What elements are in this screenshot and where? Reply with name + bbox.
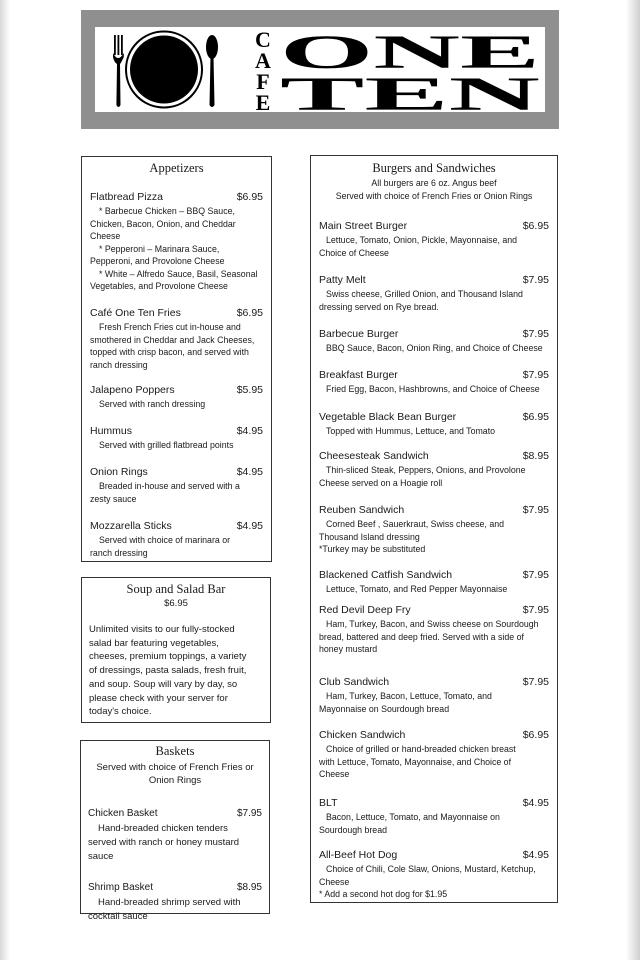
description-line: * Barbecue Chicken – BBQ Sauce, xyxy=(99,206,235,216)
item-name: Reuben Sandwich xyxy=(319,504,405,516)
menu-item xyxy=(319,410,549,438)
baskets-title: Baskets xyxy=(155,744,195,758)
logo-word-one: ONE xyxy=(280,27,540,79)
item-name: Main Street Burger xyxy=(319,220,408,232)
description-line: Bacon, Lettuce, Tomato, and Mayonnaise on xyxy=(326,812,500,822)
item-description xyxy=(319,288,549,313)
description-line: BBQ Sauce, Bacon, Onion Ring, and Choice of Cheese xyxy=(326,343,543,353)
item-description xyxy=(319,342,549,355)
menu-item xyxy=(319,603,549,656)
item-price: $6.95 xyxy=(522,411,549,423)
description-line: Served with grilled flatbread points xyxy=(99,440,234,450)
menu-item xyxy=(319,219,549,259)
menu-item xyxy=(90,424,263,452)
item-name: Café One Ten Fries xyxy=(90,307,181,319)
description-line: * Pepperoni – Marinara Sauce, xyxy=(99,243,220,254)
baskets-section xyxy=(80,740,270,922)
logo-word-ten: TEN xyxy=(280,68,541,112)
item-description xyxy=(88,822,262,864)
menu-item xyxy=(90,383,263,411)
menu-item xyxy=(319,449,549,489)
item-price: $7.95 xyxy=(522,369,549,381)
item-name: Club Sandwich xyxy=(319,676,390,688)
item-name: Cheesesteak Sandwich xyxy=(319,450,429,462)
description-line: dressing served on Rye bread. xyxy=(319,301,439,312)
logo-panel xyxy=(95,27,545,112)
description-line: Lettuce, Tomato, Onion, Pickle, Mayonnaise, and xyxy=(326,235,518,245)
description-line: * White – Alfredo Sauce, Basil, Seasonal xyxy=(99,268,258,279)
description-line: Sourdough bread xyxy=(319,824,387,835)
soup-salad-line: please check with your server for xyxy=(89,692,228,704)
burgers-title: Burgers and Sandwiches xyxy=(372,161,496,175)
soup-salad-section xyxy=(81,577,271,723)
description-line: Hand-breaded chicken tenders xyxy=(98,823,228,834)
description-line: Fresh French Fries cut in-house and xyxy=(99,322,241,332)
logo-graphic xyxy=(95,27,545,112)
soup-salad-line: cheeses, premium toppings, a variety xyxy=(89,651,247,663)
item-name: Blackened Catfish Sandwich xyxy=(319,569,453,581)
menu-item xyxy=(88,807,262,864)
item-name: Mozzarella Sticks xyxy=(90,520,172,532)
menu-item xyxy=(319,327,549,355)
item-price: $7.95 xyxy=(522,504,549,516)
soup-salad-line: and soup. Soup will vary by day, so xyxy=(89,678,238,690)
cafe-letters xyxy=(255,27,271,112)
description-line: *Turkey may be substituted xyxy=(319,544,426,554)
item-name: Chicken Basket xyxy=(88,808,158,819)
menu-item xyxy=(90,465,263,505)
item-description xyxy=(90,439,263,452)
soup-salad-line: of dressings, pasta salads, fresh fruit, xyxy=(89,665,247,677)
burgers-subtitle: All burgers are 6 oz. Angus beef Served with choice of French Fries or Onion Rings xyxy=(335,178,533,201)
item-price: $6.95 xyxy=(236,307,263,319)
description-line: Topped with Hummus, Lettuce, and Tomato xyxy=(326,426,496,436)
appetizers-section xyxy=(81,156,272,562)
menu-item xyxy=(90,306,263,371)
item-name: Red Devil Deep Fry xyxy=(319,604,411,616)
description-line: with Lettuce, Tomato, Mayonnaise, and Choice of xyxy=(319,756,512,767)
item-name: Hummus xyxy=(90,425,133,437)
item-price: $6.95 xyxy=(522,220,549,232)
menu-item xyxy=(319,675,549,715)
description-line: zesty sauce xyxy=(90,493,137,504)
description-line: sauce xyxy=(88,851,114,862)
description-line: Cheese xyxy=(90,231,121,241)
item-description xyxy=(319,464,549,489)
description-line: ranch dressing xyxy=(90,359,148,370)
menu-item xyxy=(88,881,262,924)
spoon-icon xyxy=(206,35,218,107)
item-description xyxy=(319,425,549,438)
item-price: $7.95 xyxy=(522,604,549,616)
burgers-section xyxy=(310,155,558,903)
item-name: Jalapeno Poppers xyxy=(90,384,175,396)
item-price: $7.95 xyxy=(522,328,549,340)
item-price: $4.95 xyxy=(236,425,263,437)
item-name: BLT xyxy=(319,797,338,809)
item-name: Barbecue Burger xyxy=(319,328,399,340)
description-line: cocktail sauce xyxy=(88,911,148,922)
description-line: Choice of Chili, Cole Slaw, Onions, Mustard, Ketchup, xyxy=(326,864,536,874)
item-description xyxy=(319,811,549,836)
description-line: Choice of Cheese xyxy=(319,247,389,258)
item-price: $8.95 xyxy=(236,882,262,893)
description-line: Served with ranch dressing xyxy=(99,399,206,409)
fork-icon xyxy=(113,35,124,107)
description-line: Breaded in-house and served with a xyxy=(99,481,240,491)
item-description xyxy=(319,518,549,556)
baskets-subtitle: Served with choice of French Fries or Onion Rings xyxy=(96,762,254,786)
soup-salad-line: Unlimited visits to our fully-stocked xyxy=(89,624,235,635)
description-line: Hand-breaded shrimp served with xyxy=(98,897,241,908)
menu-item xyxy=(319,368,549,396)
item-price: $5.95 xyxy=(236,384,263,396)
description-line: Pepperoni, and Provolone Cheese xyxy=(90,256,225,266)
item-price: $4.95 xyxy=(236,466,263,478)
description-line: Chicken, Bacon, Onion, and Cheddar xyxy=(90,218,236,229)
item-name: Patty Melt xyxy=(319,274,366,286)
item-name: All-Beef Hot Dog xyxy=(319,849,398,861)
soup-salad-line: salad bar featuring vegetables, xyxy=(89,637,219,649)
item-price: $7.95 xyxy=(236,808,262,819)
description-line: smothered in Cheddar and Jack Cheeses, xyxy=(90,334,255,345)
description-line: Cheese xyxy=(319,876,350,887)
page-edge-right xyxy=(626,0,640,960)
description-line: Ham, Turkey, Bacon, and Swiss cheese on Sourdough xyxy=(326,619,539,629)
description-line: Corned Beef , Sauerkraut, Swiss cheese, and xyxy=(326,519,504,529)
description-line: honey mustard xyxy=(319,644,378,654)
item-description xyxy=(319,618,549,656)
item-description xyxy=(319,743,549,781)
appetizers-title: Appetizers xyxy=(149,161,204,175)
description-line: Lettuce, Tomato, and Red Pepper Mayonnaise xyxy=(326,584,508,594)
item-price: $7.95 xyxy=(522,569,549,581)
plate-icon xyxy=(126,32,202,108)
description-line: ranch dressing xyxy=(90,547,148,558)
item-description xyxy=(90,321,263,371)
item-name: Onion Rings xyxy=(90,466,148,478)
soup-salad-price: $6.95 xyxy=(164,598,188,609)
description-line: Ham, Turkey, Bacon, Lettuce, Tomato, and xyxy=(326,691,492,701)
menu-item xyxy=(319,503,549,556)
item-price: $7.95 xyxy=(522,274,549,286)
description-line: Thousand Island dressing xyxy=(319,531,420,542)
item-name: Chicken Sandwich xyxy=(319,729,406,741)
item-description xyxy=(319,234,549,259)
item-description xyxy=(90,480,263,505)
soup-salad-title: Soup and Salad Bar xyxy=(126,582,226,596)
svg-text:E: E xyxy=(255,90,271,112)
description-line: * Add a second hot dog for $1.95 xyxy=(319,889,448,899)
item-name: Shrimp Basket xyxy=(88,882,154,893)
menu-item xyxy=(90,190,263,293)
description-line: Choice of grilled or hand-breaded chicken breast xyxy=(326,744,516,754)
item-description xyxy=(90,205,263,293)
item-price: $7.95 xyxy=(522,676,549,688)
menu-item xyxy=(319,728,549,781)
description-line: topped with crisp bacon, and served with xyxy=(90,347,249,357)
description-line: bread, battered and deep fried. Served with a side of xyxy=(319,631,524,642)
description-line: Served with choice of marinara or xyxy=(99,535,231,545)
item-name: Flatbread Pizza xyxy=(90,191,163,203)
description-line: served with ranch or honey mustard xyxy=(88,837,240,848)
item-price: $4.95 xyxy=(522,797,549,809)
description-line: Fried Egg, Bacon, Hashbrowns, and Choice of Cheese xyxy=(326,384,540,394)
item-price: $4.95 xyxy=(522,849,549,861)
description-line: Thin-sliced Steak, Peppers, Onions, and Provolone xyxy=(326,465,526,475)
svg-text:F: F xyxy=(256,69,270,94)
item-price: $4.95 xyxy=(236,520,263,532)
page-edge-left xyxy=(0,0,10,960)
description-line: Vegetables, and Provolone Cheese xyxy=(90,281,228,291)
description-line: Mayonnaise on Sourdough bread xyxy=(319,703,450,714)
item-description xyxy=(90,534,263,559)
menu-item xyxy=(319,848,549,901)
item-description xyxy=(319,383,549,396)
item-name: Breakfast Burger xyxy=(319,369,398,381)
menu-item xyxy=(319,273,549,313)
item-price: $6.95 xyxy=(236,191,263,203)
description-line: Cheese served on a Hoagie roll xyxy=(319,477,443,488)
menu-item xyxy=(90,519,263,559)
logo-banner xyxy=(81,10,559,129)
item-price: $6.95 xyxy=(522,729,549,741)
item-description xyxy=(319,863,549,901)
item-description xyxy=(88,896,262,924)
description-line: Swiss cheese, Grilled Onion, and Thousand Island xyxy=(326,289,523,299)
menu-item xyxy=(319,568,549,596)
item-description xyxy=(319,583,549,596)
soup-salad-line: today's choice. xyxy=(89,706,152,718)
item-name: Vegetable Black Bean Burger xyxy=(319,411,457,423)
item-description xyxy=(90,398,263,411)
svg-text:A: A xyxy=(255,48,271,73)
description-line: Cheese xyxy=(319,769,350,779)
item-price: $8.95 xyxy=(522,450,549,462)
svg-text:C: C xyxy=(255,27,271,52)
item-description xyxy=(319,690,549,715)
menu-item xyxy=(319,796,549,836)
